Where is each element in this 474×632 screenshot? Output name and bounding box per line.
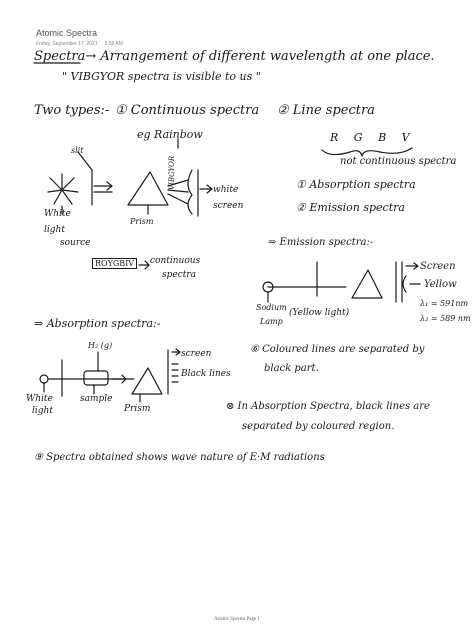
beam-arrow (94, 182, 112, 192)
rgbv-lines: R G B V (330, 131, 416, 144)
emission-prism (352, 270, 382, 298)
prism-triangle (128, 172, 168, 205)
roygbiv-arrow (139, 261, 149, 269)
vibgyor-vertical-label: VIBGYOR (168, 155, 176, 190)
note-absorption-b: separated by coloured region. (242, 421, 395, 432)
continuous-spectra-label-2: spectra (162, 270, 197, 280)
screen-brace (188, 170, 192, 214)
sample-label: sample (80, 394, 113, 404)
yellow-light-label: (Yellow light) (289, 308, 350, 318)
lambda2-label: λ₂ = 589 nm (420, 314, 471, 323)
note-absorption-a: ⊗ In Absorption Spectra, black lines are (226, 401, 430, 412)
page-footer: Atomic Spectra Page 1 (214, 617, 260, 622)
abs-screen-arrow (172, 349, 180, 355)
rgbv-brace (322, 148, 412, 156)
not-continuous-label: not continuous spectra (340, 156, 457, 167)
type-continuous: ① Continuous spectra (115, 103, 260, 118)
light-label: light (44, 225, 65, 235)
emission-type: ② Emission spectra (296, 201, 405, 214)
abs-prism-label: Prism (124, 404, 151, 414)
note-wave-nature: ⑨ Spectra obtained shows wave nature of E·M radiations (34, 452, 325, 463)
note-coloured-lines-a: ⑥ Coloured lines are separated by (250, 344, 425, 355)
screen-arrow (200, 185, 212, 193)
lambda1-label: λ₁ = 591nm (420, 299, 469, 308)
black-lines-label: Black lines (181, 369, 231, 379)
dispersion-rays (168, 180, 188, 204)
two-types-label: Two types:- (34, 103, 110, 118)
absorption-prism (132, 368, 162, 394)
time-text: 5:58 AM (104, 41, 123, 47)
sample-arrow (112, 375, 126, 383)
prism-label: Prism (130, 217, 154, 226)
absorption-heading: ⇒ Absorption spectra:- (34, 317, 161, 330)
light-source-star-icon (48, 174, 78, 204)
type-line: ② Line spectra (277, 103, 375, 118)
white-screen-label-2: screen (213, 201, 244, 211)
sample-tube (84, 371, 108, 385)
definition-line: Spectra→ Arrangement of different wavelength at one place. (34, 49, 435, 64)
h2-gas-label: H₂ (g) (88, 341, 113, 350)
eg-rainbow: eg Rainbow (137, 128, 203, 141)
note-coloured-lines-b: black part. (264, 363, 319, 374)
abs-light-label: light (32, 406, 53, 416)
page-title: Atomic Spectra (36, 28, 98, 38)
emission-heading: ⇒ Emission spectra:- (268, 237, 374, 248)
emission-screen-arrow (406, 263, 418, 269)
emission-screen-label: Screen (420, 261, 456, 272)
continuous-spectra-label-1: continuous (150, 256, 201, 266)
white-light-icon (40, 375, 48, 392)
absorption-type: ① Absorption spectra (296, 178, 416, 191)
black-line-ticks (172, 364, 178, 382)
vibgyor-note: " VIBGYOR spectra is visible to us " (62, 70, 261, 83)
white-screen-label-1: white (213, 185, 239, 195)
emission-brace (403, 276, 406, 292)
abs-white-label: White (26, 394, 53, 404)
slit-pointer (78, 152, 92, 170)
yellow-label: Yellow (424, 279, 457, 290)
absorption-screen-label: screen (181, 349, 212, 359)
date-text: Friday, September 17, 2021 (36, 41, 98, 47)
slit-label: slit (71, 146, 84, 155)
sodium-label: Sodium (256, 303, 287, 312)
lamp-label: Lamp (260, 317, 283, 326)
sodium-lamp-icon (263, 282, 273, 302)
roygbiv-box: ROYGBIV (92, 258, 137, 269)
white-label: White (44, 209, 71, 219)
source-label: source (60, 238, 91, 248)
